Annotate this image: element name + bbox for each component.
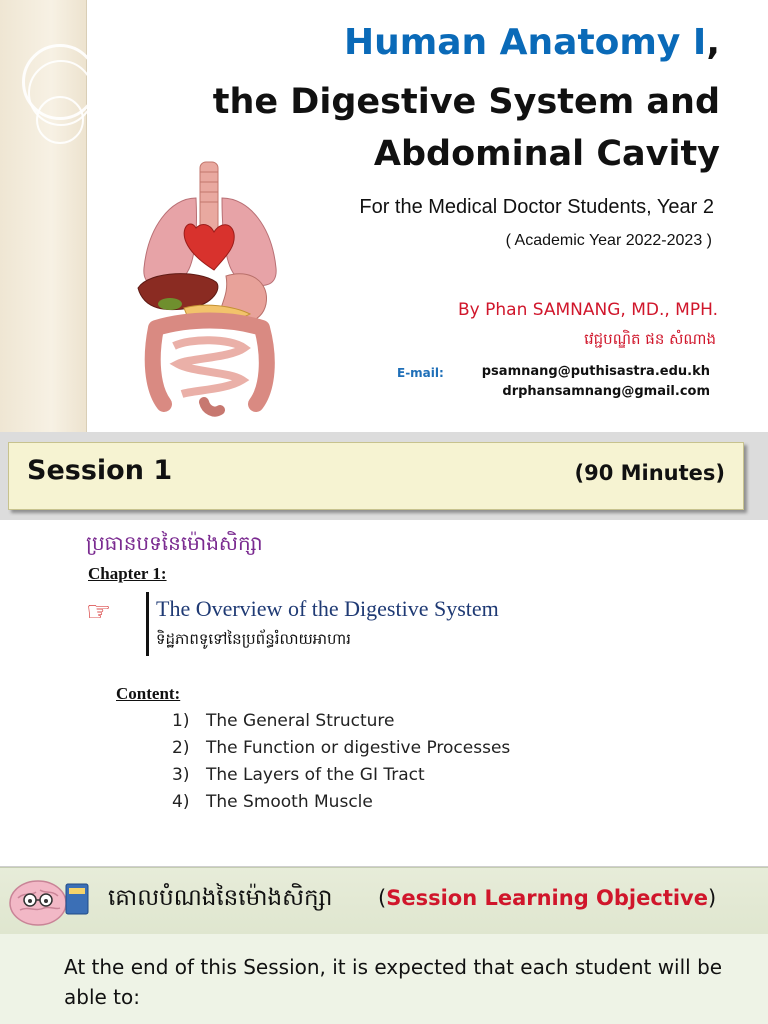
session-bar [0, 432, 768, 520]
list-text: The Function or digestive Processes [206, 738, 511, 758]
objective-heading-english [378, 886, 716, 910]
intro-text: At the end of this Session, it is expected that each student will be able to: [64, 955, 723, 1009]
lesson-topic-heading-khmer: ប្រធានបទនៃម៉ោងសិក្សា [86, 531, 263, 555]
title-main: Human Anatomy I [343, 22, 707, 63]
email-label: E-mail: [397, 366, 444, 380]
open-paren: ( [378, 886, 387, 910]
brain-with-book-icon [6, 874, 92, 928]
list-number: 1) [172, 711, 190, 731]
intro-section [0, 934, 768, 1024]
vertical-divider [146, 592, 149, 656]
title-line-2: the Digestive System and [212, 82, 720, 122]
author-name: By Phan SAMNANG, MD., MPH. [458, 300, 718, 320]
objective-bar [0, 867, 768, 935]
session-duration: (90 Minutes) [574, 461, 725, 485]
chapter-title: The Overview of the Digestive System [156, 596, 499, 621]
email-address-2[interactable]: drphansamnang@gmail.com [502, 384, 710, 399]
content-list [172, 710, 510, 818]
list-item [172, 791, 510, 818]
pointing-hand-icon: ☞ [86, 595, 112, 628]
chapter-title-khmer: ទិដ្ឋភាពទូទៅនៃប្រព័ន្ធរំលាយអាហារ [156, 630, 351, 648]
subtitle: For the Medical Doctor Students, Year 2 [359, 196, 714, 218]
ring-decoration [36, 96, 84, 144]
academic-year: ( Academic Year 2022-2023 ) [505, 232, 712, 249]
session-box [8, 442, 744, 510]
email-address-1[interactable]: psamnang@puthisastra.edu.kh [481, 364, 710, 379]
list-item [172, 737, 510, 764]
list-item [172, 764, 510, 791]
list-number: 2) [172, 738, 190, 758]
list-number: 4) [172, 792, 190, 812]
title-line-1 [344, 22, 720, 63]
title-comma: , [706, 22, 720, 63]
list-text: The General Structure [206, 711, 395, 731]
list-text: The Layers of the GI Tract [206, 765, 425, 785]
list-item [172, 710, 510, 737]
list-number: 3) [172, 765, 190, 785]
list-text: The Smooth Muscle [206, 792, 373, 812]
decorative-paper-strip [0, 0, 87, 432]
chapter-section [0, 520, 768, 867]
close-paren: ) [708, 886, 717, 910]
objective-heading-khmer: គោលបំណងនៃម៉ោងសិក្សា [108, 885, 333, 911]
objective-english-text: Session Learning Objective [386, 886, 708, 910]
title-line-3: Abdominal Cavity [373, 134, 720, 174]
digestive-organs-illustration [130, 158, 290, 418]
session-title: Session 1 [27, 455, 173, 486]
title-slide [0, 0, 768, 432]
content-label: Content: [116, 684, 181, 703]
chapter-label: Chapter 1: [88, 564, 167, 583]
author-name-khmer: វេជ្ជបណ្ឌិត ផន សំណាង [584, 330, 716, 348]
